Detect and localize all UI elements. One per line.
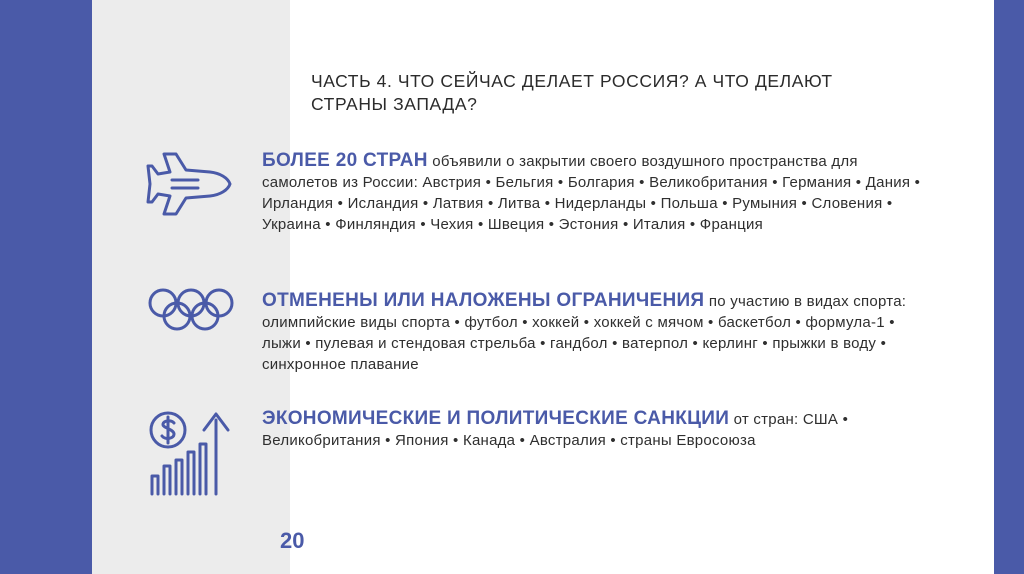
sports-restrictions-block <box>262 290 922 375</box>
block-text: от стран: США • Великобритания • Япония • Канада • Австралия • страны Евросоюза <box>262 411 849 449</box>
block-lead: ЭКОНОМИЧЕСКИЕ И ПОЛИТИЧЕСКИЕ САНКЦИИ <box>262 408 730 429</box>
olympic-rings-icon <box>146 288 236 332</box>
dollar-growth-chart-icon <box>146 408 236 496</box>
sanctions-block <box>262 408 922 451</box>
page-number: 20 <box>280 528 305 553</box>
block-lead: ОТМЕНЕНЫ ИЛИ НАЛОЖЕНЫ ОГРАНИЧЕНИЯ <box>262 290 705 311</box>
right-accent-band <box>994 0 1024 574</box>
block-lead: БОЛЕЕ 20 СТРАН <box>262 150 428 171</box>
airplane-icon <box>146 150 236 220</box>
left-accent-band <box>0 0 92 574</box>
airspace-closure-block <box>262 150 922 235</box>
slide-title: ЧАСТЬ 4. ЧТО СЕЙЧАС ДЕЛАЕТ РОССИЯ? А ЧТО ДЕЛАЮТ СТРАНЫ ЗАПАДА? <box>311 71 833 114</box>
block-text: объявили о закрытии своего воздушного пространства для самолетов из России: Австрия • Бельгия • Болгария • Великобритания • Германия • Дания • Ирландия • Исландия • Латвия • Литва • Нидерланды • Польша • Румыния • Словения • Украина • Финляндия • Чехия • Швеция • Эстония • Италия • Франция <box>262 153 921 233</box>
block-text: по участию в видах спорта: олимпийские виды спорта • футбол • хоккей • хоккей с мячом • баскетбол • формула-1 • лыжи • пулевая и стендовая стрельба • гандбол • ватерпол • керлинг • прыжки в воду • синхронное плавание <box>262 293 907 373</box>
